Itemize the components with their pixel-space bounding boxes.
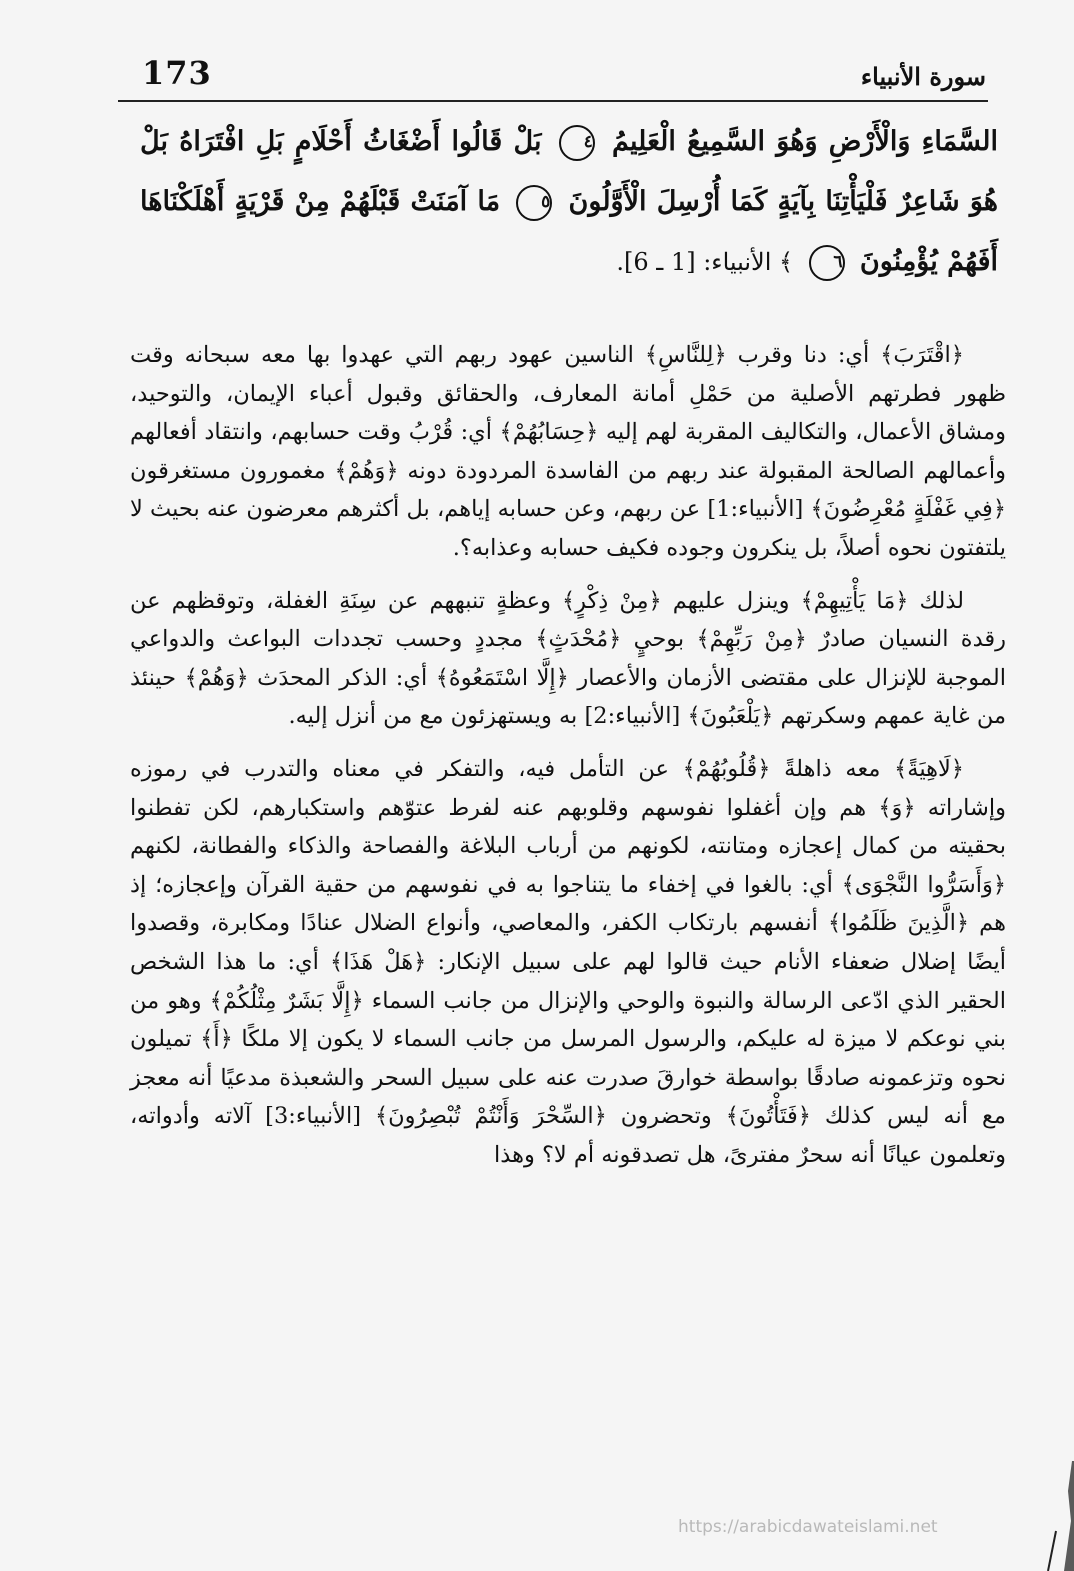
quran-verses-block [140, 112, 998, 292]
verse-number-marker: ٤ [559, 125, 595, 161]
page-number: 173 [142, 54, 212, 92]
commentary-paragraph: لذلك ﴿مَا يَأْتِيهِمْ﴾ وينزل عليهم ﴿مِنْ ذِكْرٍ﴾ وعظةٍ تنبههم عن سِنَةِ الغفلة، وتوقظهم عن رقدة النسيان صادرٌ ﴿مِنْ رَبِّهِمْ﴾ بوحيٍ ﴿مُحْدَثٍ﴾ مجددٍ وحسب تجددات البواعث والدواعي الموجبة للإنزال على مقتضى الأزمان والأعصار ﴿إِلَّا اسْتَمَعُوهُ﴾ أي: الذكر المحدَث ﴿وَهُمْ﴾ حينئذ من غاية عمهم وسكرتهم ﴿يَلْعَبُونَ﴾ [الأنبياء:2] به ويستهزئون مع من أنزل إليه. [130, 587, 1006, 730]
commentary-paragraph: ﴿لَاهِيَةً﴾ معه ذاهلةً ﴿قُلُوبُهُمْ﴾ عن التأمل فيه، والتفكر في معناه والتدرب في رموزه وإشاراته ﴿وَ﴾ هم وإن أغفلوا نفوسهم وقلوبهم عنه لفرط عتوّهم واستكبارهم، لكن تفطنوا بحقيته من كمال إعجازه ومتانته، لكونهم من أرباب البلاغة والفصاحة والذكاء والفطانة، لكنهم ﴿وَأَسَرُّوا النَّجْوَى﴾ أي: بالغوا في إخفاء ما يتناجوا به في نفوسهم من حقية القرآن وإعجازه؛ إذ هم ﴿الَّذِينَ ظَلَمُوا﴾ أنفسهم بارتكاب الكفر، والمعاصي، وأنواع الضلال عنادًا ومكابرة، وقصدوا أيضًا إضلال ضعفاء الأنام حيث قالوا لهم على سبيل الإنكار: ﴿هَلْ هَذَا﴾ أي: ما هذا الشخص الحقير الذي ادّعى الرسالة والنبوة والوحي والإنزال من جانب السماء ﴿إِلَّا بَشَرٌ مِثْلُكُمْ﴾ وهو من بني نوعكم لا ميزة له عليكم، والرسول المرسل من جانب السماء لا يكون إلا ملكًا ﴿أَ﴾ تميلون نحوه وتزعمونه صادقًا بواسطة خوارقَ صدرت عنه على سبيل السحر والشعبذة مدعيًا أنه معجز مع أنه ليس كذلك ﴿فَتَأْتُونَ﴾ وتحضرون ﴿السِّحْرَ وَأَنْتُمْ تُبْصِرُونَ﴾ [الأنبياء:3] آلاته وأدواته، وتعلمون عيانًا أنه سحرٌ مفترىً، هل تصدقونه أم لا؟ وهذا [130, 755, 1006, 1168]
surah-title: سورة الأنبياء [860, 62, 986, 91]
verse-text: بَلْ قَالُوا أَضْغَاثُ أَحْلَامٍ بَلِ افْتَرَاهُ بَلْ هُوَ شَاعِرٌ فَلْيَأْتِنَا بِآيَةٍ كَمَا أُرْسِلَ الْأَوَّلُونَ [140, 126, 999, 217]
verse-reference: ﴾ الأنبياء: [1 ـ 6]. [616, 248, 794, 276]
commentary-paragraph: ﴿اقْتَرَبَ﴾ أي: دنا وقرب ﴿لِلنَّاسِ﴾ الناسين عهود ربهم التي عهدوا بها معه سبحانه وقت ظهور فطرتهم الأصلية من حَمْلِ أمانة المعارف، والحقائق وقبول أعباء الإيمان، والتوحيد، ومشاق الأعمال، والتكاليف المقربة لهم إليه ﴿حِسَابُهُمْ﴾ أي: قُرْبُ وقت حسابهم، وانتقاد أفعالهم وأعمالهم الصالحة المقبولة عند ربهم من الفاسدة المردودة دونه ﴿وَهُمْ﴾ مغمورون مستغرقون ﴿فِي غَفْلَةٍ مُعْرِضُونَ﴾ [الأنبياء:1] عن ربهم، وعن حسابه إياهم، بل أكثرهم معرضون عنه بحيث لا يلتفتون نحوه أصلاً، بل ينكرون وجوده فكيف حسابه وعذابه؟. [130, 342, 1006, 561]
verse-text: مَا آمَنَتْ قَبْلَهُمْ مِنْ قَرْيَةٍ أَهْلَكْنَاهَا أَفَهُمْ يُؤْمِنُونَ [140, 186, 998, 277]
verse-text: السَّمَاءِ وَالْأَرْضِ وَهُوَ السَّمِيعُ الْعَلِيمُ [612, 126, 998, 157]
verse-number-marker: ٦ [809, 245, 845, 281]
verse-number-marker: ٥ [516, 185, 552, 221]
scan-edge-mark [1034, 1461, 1074, 1571]
tafsir-body [130, 336, 1006, 1174]
page-header [118, 52, 988, 102]
website-watermark: https://arabicdawateislami.net [678, 1517, 938, 1537]
